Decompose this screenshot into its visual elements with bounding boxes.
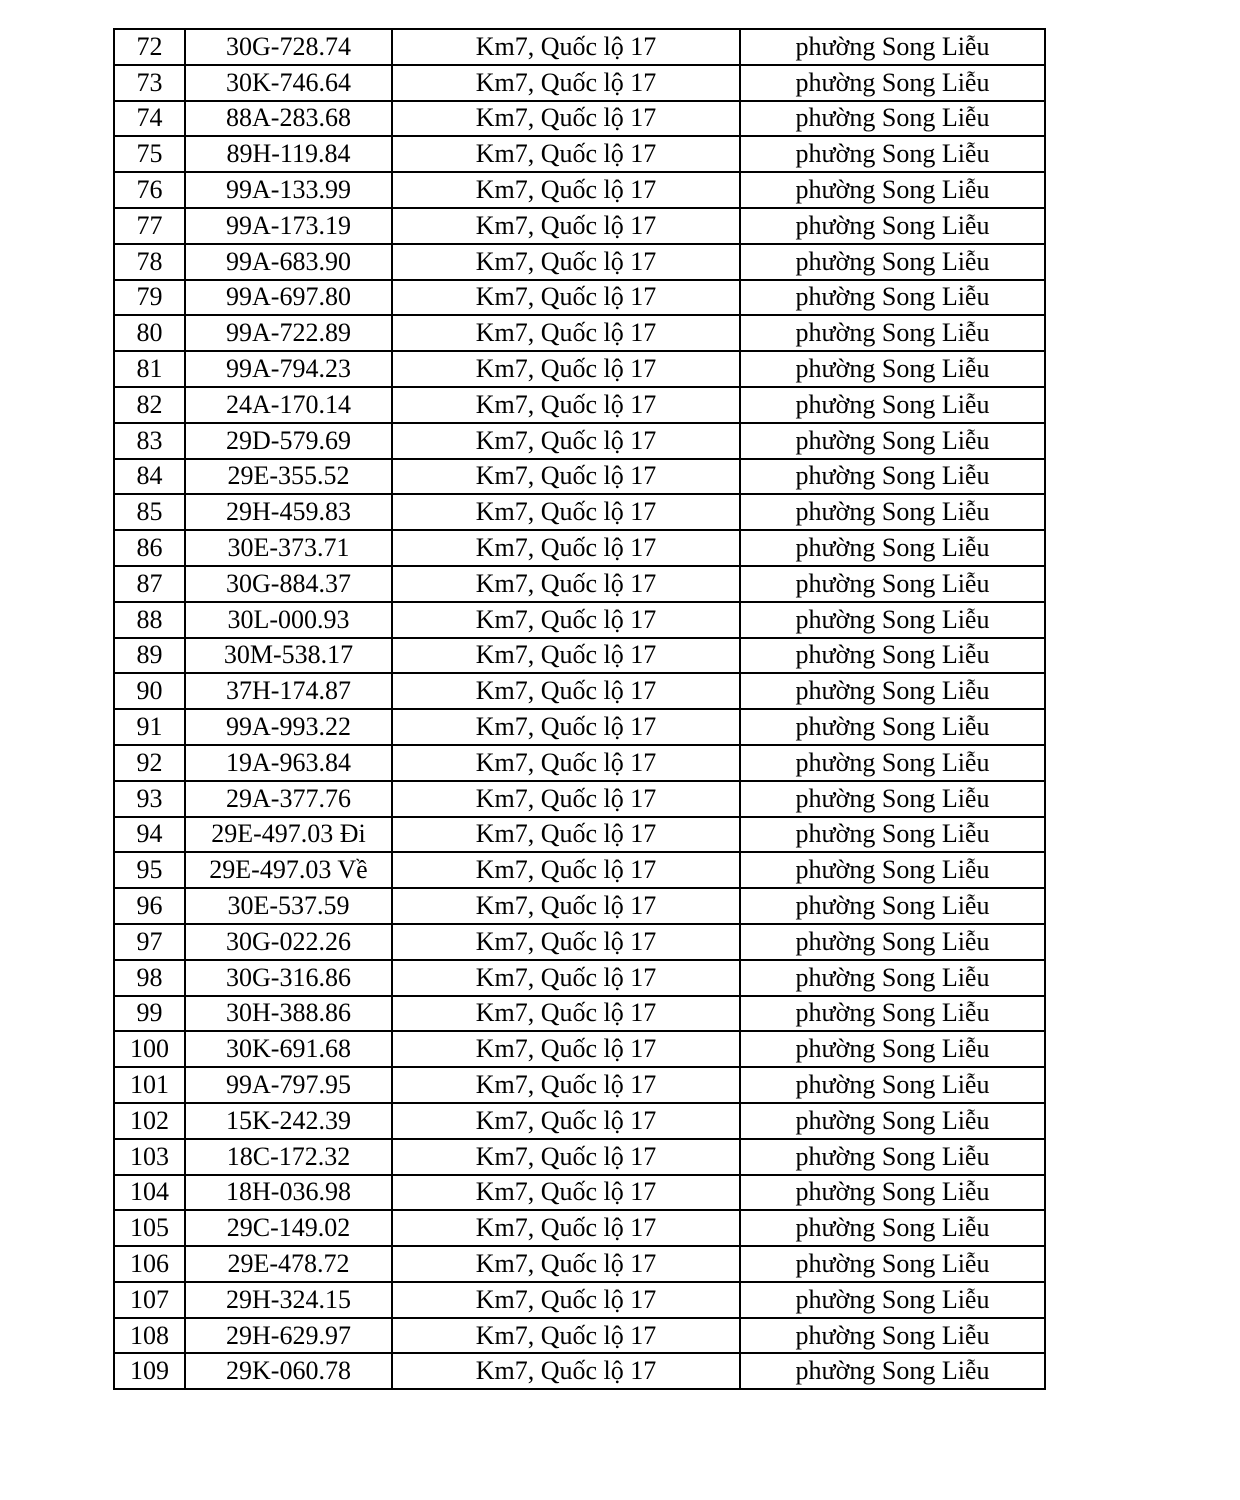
license-plate-cell: 30K-691.68 [185,1031,392,1067]
row-number-cell: 73 [114,65,185,101]
license-plate-cell: 18H-036.98 [185,1175,392,1211]
location-cell: Km7, Quốc lộ 17 [392,101,740,137]
location-cell: Km7, Quốc lộ 17 [392,888,740,924]
location-cell: Km7, Quốc lộ 17 [392,1246,740,1282]
ward-cell: phường Song Liễu [740,888,1045,924]
table-row [114,423,1045,459]
row-number-cell: 95 [114,852,185,888]
location-cell: Km7, Quốc lộ 17 [392,1067,740,1103]
table-row [114,817,1045,853]
table-row [114,602,1045,638]
table-row [114,29,1045,65]
location-cell: Km7, Quốc lộ 17 [392,530,740,566]
license-plate-cell: 24A-170.14 [185,387,392,423]
license-plate-cell: 29E-478.72 [185,1246,392,1282]
row-number-cell: 104 [114,1175,185,1211]
location-cell: Km7, Quốc lộ 17 [392,745,740,781]
license-plate-cell: 30G-884.37 [185,566,392,602]
table-row [114,172,1045,208]
ward-cell: phường Song Liễu [740,996,1045,1032]
license-plate-cell: 99A-797.95 [185,1067,392,1103]
table-row [114,745,1045,781]
ward-cell: phường Song Liễu [740,852,1045,888]
row-number-cell: 94 [114,817,185,853]
table-row [114,781,1045,817]
row-number-cell: 79 [114,280,185,316]
table-row [114,566,1045,602]
ward-cell: phường Song Liễu [740,1210,1045,1246]
license-plate-cell: 29C-149.02 [185,1210,392,1246]
row-number-cell: 82 [114,387,185,423]
license-plate-cell: 29H-459.83 [185,494,392,530]
table-row [114,1282,1045,1318]
location-cell: Km7, Quốc lộ 17 [392,1031,740,1067]
license-plate-cell: 37H-174.87 [185,673,392,709]
row-number-cell: 98 [114,960,185,996]
location-cell: Km7, Quốc lộ 17 [392,459,740,495]
row-number-cell: 81 [114,351,185,387]
row-number-cell: 87 [114,566,185,602]
row-number-cell: 78 [114,244,185,280]
row-number-cell: 102 [114,1103,185,1139]
table-row [114,65,1045,101]
table-row [114,387,1045,423]
license-plate-cell: 99A-794.23 [185,351,392,387]
row-number-cell: 91 [114,709,185,745]
location-cell: Km7, Quốc lộ 17 [392,709,740,745]
table-row [114,244,1045,280]
location-cell: Km7, Quốc lộ 17 [392,1353,740,1389]
table-row [114,530,1045,566]
license-plate-cell: 99A-722.89 [185,315,392,351]
license-plate-cell: 29D-579.69 [185,423,392,459]
license-plate-cell: 99A-697.80 [185,280,392,316]
license-plate-cell: 30E-373.71 [185,530,392,566]
ward-cell: phường Song Liễu [740,1139,1045,1175]
table-row [114,638,1045,674]
ward-cell: phường Song Liễu [740,459,1045,495]
license-plate-cell: 30M-538.17 [185,638,392,674]
ward-cell: phường Song Liễu [740,924,1045,960]
table-row [114,208,1045,244]
ward-cell: phường Song Liễu [740,351,1045,387]
table-row [114,960,1045,996]
table-row [114,996,1045,1032]
ward-cell: phường Song Liễu [740,172,1045,208]
ward-cell: phường Song Liễu [740,638,1045,674]
license-plate-cell: 29E-355.52 [185,459,392,495]
row-number-cell: 109 [114,1353,185,1389]
location-cell: Km7, Quốc lộ 17 [392,602,740,638]
license-plate-cell: 99A-993.22 [185,709,392,745]
ward-cell: phường Song Liễu [740,1282,1045,1318]
table-row [114,459,1045,495]
ward-cell: phường Song Liễu [740,1031,1045,1067]
table-row [114,1067,1045,1103]
ward-cell: phường Song Liễu [740,494,1045,530]
location-cell: Km7, Quốc lộ 17 [392,1175,740,1211]
license-plate-cell: 99A-133.99 [185,172,392,208]
ward-cell: phường Song Liễu [740,745,1045,781]
location-cell: Km7, Quốc lộ 17 [392,29,740,65]
table-row [114,1210,1045,1246]
location-cell: Km7, Quốc lộ 17 [392,638,740,674]
license-plate-cell: 30G-316.86 [185,960,392,996]
row-number-cell: 103 [114,1139,185,1175]
license-plate-cell: 18C-172.32 [185,1139,392,1175]
location-cell: Km7, Quốc lộ 17 [392,566,740,602]
table-row [114,315,1045,351]
row-number-cell: 89 [114,638,185,674]
location-cell: Km7, Quốc lộ 17 [392,423,740,459]
license-plate-cell: 29A-377.76 [185,781,392,817]
ward-cell: phường Song Liễu [740,817,1045,853]
row-number-cell: 97 [114,924,185,960]
row-number-cell: 83 [114,423,185,459]
ward-cell: phường Song Liễu [740,208,1045,244]
license-plate-cell: 30H-388.86 [185,996,392,1032]
location-cell: Km7, Quốc lộ 17 [392,387,740,423]
license-plate-cell: 29E-497.03 Đi [185,817,392,853]
row-number-cell: 107 [114,1282,185,1318]
table-row [114,101,1045,137]
license-plate-cell: 99A-173.19 [185,208,392,244]
location-cell: Km7, Quốc lộ 17 [392,172,740,208]
row-number-cell: 85 [114,494,185,530]
ward-cell: phường Song Liễu [740,1246,1045,1282]
location-cell: Km7, Quốc lộ 17 [392,1282,740,1318]
table-row [114,1031,1045,1067]
ward-cell: phường Song Liễu [740,387,1045,423]
row-number-cell: 77 [114,208,185,244]
ward-cell: phường Song Liễu [740,423,1045,459]
ward-cell: phường Song Liễu [740,1175,1045,1211]
row-number-cell: 96 [114,888,185,924]
ward-cell: phường Song Liễu [740,709,1045,745]
table-row [114,1353,1045,1389]
ward-cell: phường Song Liễu [740,1103,1045,1139]
table-row [114,1318,1045,1354]
ward-cell: phường Song Liễu [740,29,1045,65]
license-plate-cell: 30E-537.59 [185,888,392,924]
location-cell: Km7, Quốc lộ 17 [392,1139,740,1175]
ward-cell: phường Song Liễu [740,244,1045,280]
table-row [114,852,1045,888]
table-row [114,924,1045,960]
license-plate-cell: 30G-022.26 [185,924,392,960]
ward-cell: phường Song Liễu [740,1067,1045,1103]
table-row [114,888,1045,924]
table-row [114,1246,1045,1282]
table-row [114,1175,1045,1211]
row-number-cell: 72 [114,29,185,65]
license-plate-cell: 88A-283.68 [185,101,392,137]
table-row [114,1103,1045,1139]
license-plate-cell: 29H-324.15 [185,1282,392,1318]
row-number-cell: 106 [114,1246,185,1282]
location-cell: Km7, Quốc lộ 17 [392,65,740,101]
table-row [114,351,1045,387]
ward-cell: phường Song Liễu [740,566,1045,602]
row-number-cell: 76 [114,172,185,208]
location-cell: Km7, Quốc lộ 17 [392,673,740,709]
row-number-cell: 86 [114,530,185,566]
location-cell: Km7, Quốc lộ 17 [392,315,740,351]
row-number-cell: 105 [114,1210,185,1246]
license-plate-cell: 29H-629.97 [185,1318,392,1354]
row-number-cell: 90 [114,673,185,709]
location-cell: Km7, Quốc lộ 17 [392,280,740,316]
table-row [114,494,1045,530]
license-plate-cell: 29E-497.03 Về [185,852,392,888]
ward-cell: phường Song Liễu [740,781,1045,817]
location-cell: Km7, Quốc lộ 17 [392,924,740,960]
row-number-cell: 101 [114,1067,185,1103]
license-plate-cell: 89H-119.84 [185,136,392,172]
location-cell: Km7, Quốc lộ 17 [392,852,740,888]
ward-cell: phường Song Liễu [740,136,1045,172]
license-plate-cell: 30L-000.93 [185,602,392,638]
table-row [114,709,1045,745]
table-body [114,29,1045,1389]
ward-cell: phường Song Liễu [740,1318,1045,1354]
violation-table [113,28,1046,1390]
row-number-cell: 74 [114,101,185,137]
row-number-cell: 75 [114,136,185,172]
location-cell: Km7, Quốc lộ 17 [392,1210,740,1246]
location-cell: Km7, Quốc lộ 17 [392,781,740,817]
location-cell: Km7, Quốc lộ 17 [392,494,740,530]
license-plate-cell: 99A-683.90 [185,244,392,280]
ward-cell: phường Song Liễu [740,602,1045,638]
ward-cell: phường Song Liễu [740,530,1045,566]
table-row [114,673,1045,709]
license-plate-cell: 19A-963.84 [185,745,392,781]
row-number-cell: 80 [114,315,185,351]
row-number-cell: 84 [114,459,185,495]
location-cell: Km7, Quốc lộ 17 [392,1103,740,1139]
table-row [114,136,1045,172]
table-row [114,280,1045,316]
license-plate-cell: 29K-060.78 [185,1353,392,1389]
row-number-cell: 88 [114,602,185,638]
ward-cell: phường Song Liễu [740,960,1045,996]
location-cell: Km7, Quốc lộ 17 [392,817,740,853]
location-cell: Km7, Quốc lộ 17 [392,136,740,172]
row-number-cell: 100 [114,1031,185,1067]
location-cell: Km7, Quốc lộ 17 [392,244,740,280]
ward-cell: phường Song Liễu [740,280,1045,316]
table-row [114,1139,1045,1175]
row-number-cell: 92 [114,745,185,781]
row-number-cell: 99 [114,996,185,1032]
location-cell: Km7, Quốc lộ 17 [392,996,740,1032]
ward-cell: phường Song Liễu [740,101,1045,137]
row-number-cell: 93 [114,781,185,817]
license-plate-cell: 30K-746.64 [185,65,392,101]
location-cell: Km7, Quốc lộ 17 [392,208,740,244]
location-cell: Km7, Quốc lộ 17 [392,1318,740,1354]
license-plate-cell: 30G-728.74 [185,29,392,65]
ward-cell: phường Song Liễu [740,65,1045,101]
location-cell: Km7, Quốc lộ 17 [392,960,740,996]
license-plate-cell: 15K-242.39 [185,1103,392,1139]
ward-cell: phường Song Liễu [740,1353,1045,1389]
row-number-cell: 108 [114,1318,185,1354]
ward-cell: phường Song Liễu [740,315,1045,351]
ward-cell: phường Song Liễu [740,673,1045,709]
location-cell: Km7, Quốc lộ 17 [392,351,740,387]
